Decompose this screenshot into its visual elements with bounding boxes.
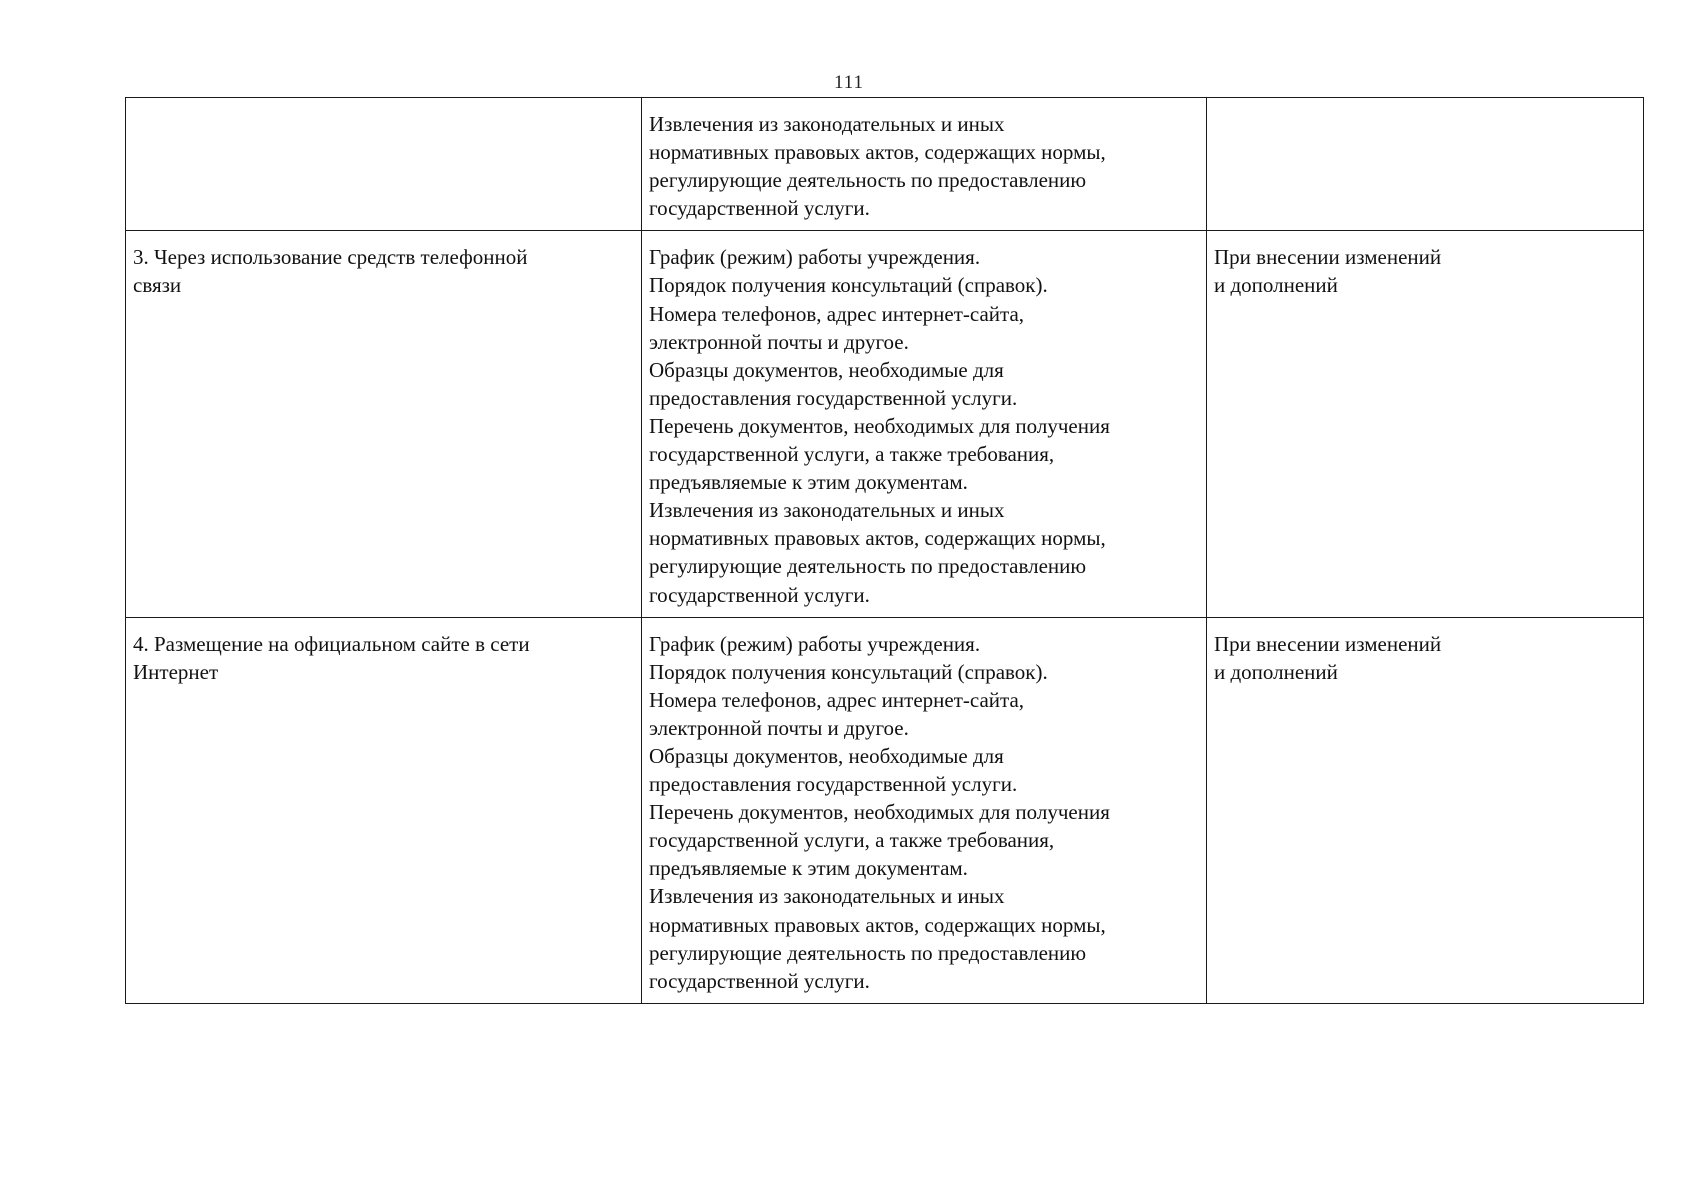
period-line: и дополнений [1214,659,1338,684]
period-line: и дополнений [1214,273,1338,298]
content-line: предоставления государственной услуги. [649,385,1018,410]
period-cell [1207,231,1644,617]
content-cell [642,231,1207,617]
content-line: Образцы документов, необходимые для [649,357,1004,382]
period-line: При внесении изменений [1214,245,1442,270]
content-line: График (режим) работы учреждения. [649,631,981,656]
content-line: государственной услуги. [649,582,870,607]
content-line: предоставления государственной услуги. [649,772,1018,797]
table-row [126,231,1644,617]
content-line: предъявляемые к этим документам. [649,856,968,881]
content-line: государственной услуги, а также требования, [649,828,1055,853]
method-line: Интернет [133,659,219,684]
page-number: 111 [833,72,865,93]
content-line: регулирующие деятельность по предоставлению [649,940,1087,965]
content-line: Порядок получения консультаций (справок). [649,273,1048,298]
content-line: регулирующие деятельность по предоставлению [649,554,1087,579]
content-line: Номера телефонов, адрес интернет-сайта, [649,687,1025,712]
content-line: государственной услуги. [649,196,870,221]
method-cell [126,617,642,1003]
method-line: 3. Через использование средств телефонной [133,245,528,270]
content-line: Номера телефонов, адрес интернет-сайта, [649,301,1025,326]
method-line: 4. Размещение на официальном сайте в сети [133,631,530,656]
content-line: Перечень документов, необходимых для получения [649,800,1110,825]
content-line: регулирующие деятельность по предоставлению [649,168,1087,193]
period-cell [1207,617,1644,1003]
content-line: электронной почты и другое. [649,329,909,354]
content-line: Образцы документов, необходимые для [649,743,1004,768]
content-line: Извлечения из законодательных и иных [649,498,1005,523]
table-row [126,98,1644,231]
information-table [125,97,1644,1004]
content-line: Извлечения из законодательных и иных [649,112,1005,136]
content-line: государственной услуги, а также требования, [649,442,1055,467]
content-line: нормативных правовых актов, содержащих нормы, [649,140,1106,165]
content-line: График (режим) работы учреждения. [649,245,981,270]
content-line: Извлечения из законодательных и иных [649,884,1005,909]
method-line: связи [133,273,182,298]
table-row [126,617,1644,1003]
content-line: электронной почты и другое. [649,715,909,740]
content-cell [642,617,1207,1003]
content-line: предъявляемые к этим документам. [649,470,968,495]
content-line: Перечень документов, необходимых для получения [649,413,1110,438]
period-cell [1207,98,1644,231]
content-line: Порядок получения консультаций (справок). [649,659,1048,684]
method-cell [126,231,642,617]
content-line: нормативных правовых актов, содержащих нормы, [649,912,1106,937]
content-line: нормативных правовых актов, содержащих нормы, [649,526,1106,551]
content-line: государственной услуги. [649,968,870,993]
period-line: При внесении изменений [1214,631,1442,656]
content-cell [642,98,1207,231]
method-cell [126,98,642,231]
